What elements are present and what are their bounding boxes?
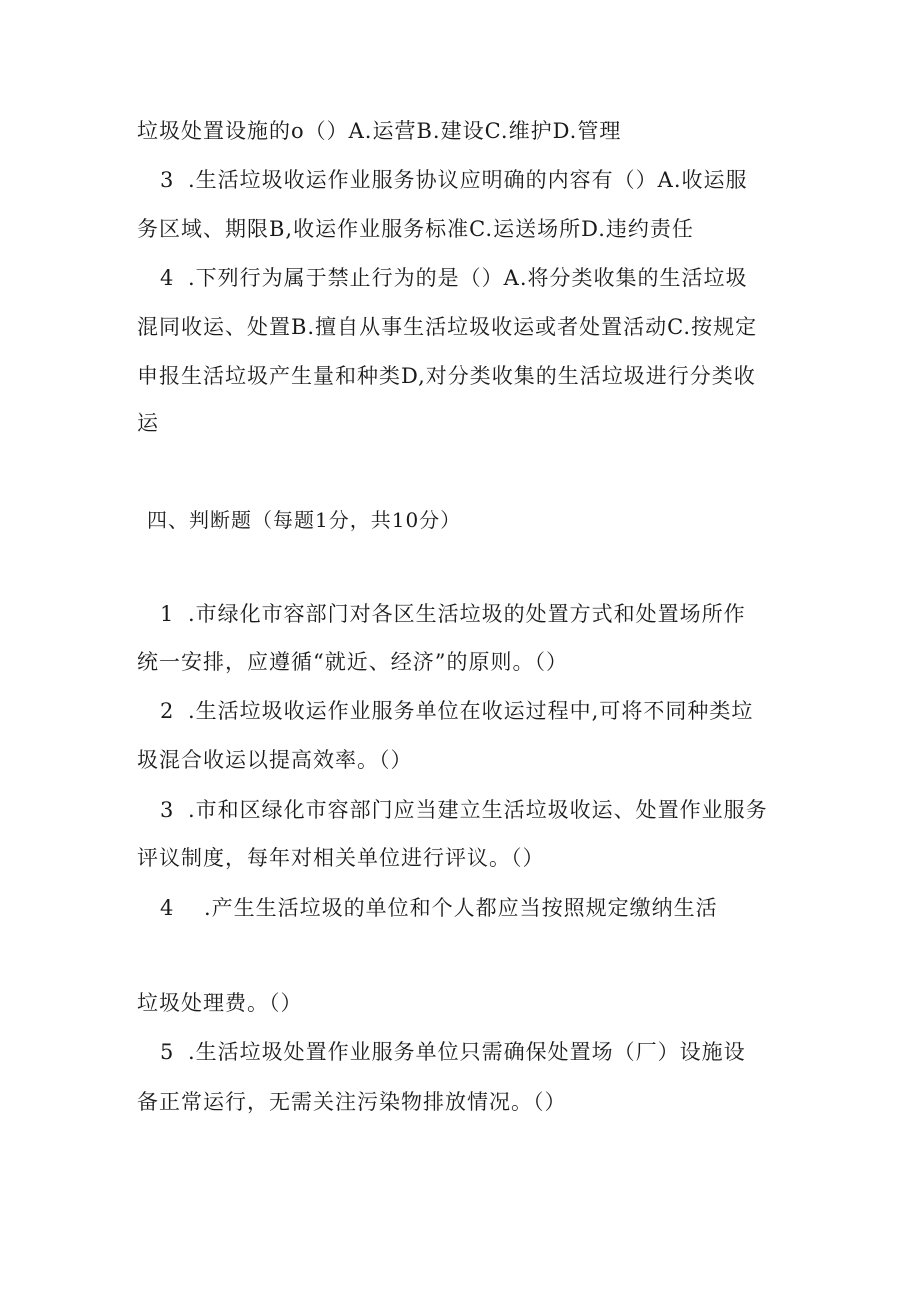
question-text: .生活垃圾收运作业服务单位在收运过程中,可将不同种类垃 xyxy=(188,699,754,723)
mc-question-3-line-1 xyxy=(160,165,748,195)
tf-question-2-line-2: 圾混合收运以提高效率。（） xyxy=(137,748,413,772)
question-text: .生活垃圾处置作业服务单位只需确保处置场（厂）设施设 xyxy=(188,1040,746,1064)
question-number: 4 xyxy=(160,896,175,920)
question-text: .下列行为属于禁止行为的是（）A.将分类收集的生活垃圾 xyxy=(188,266,748,290)
question-text: .市绿化市容部门对各区生活垃圾的处置方式和处置场所作 xyxy=(188,602,746,626)
section-heading: 四、判断题（每题1分，共10分） xyxy=(147,508,462,532)
mc-question-3-line-2: 务区域、期限B,收运作业服务标准C.运送场所D.违约责任 xyxy=(137,217,694,241)
tf-question-3-line-2: 评议制度，每年对相关单位进行评议。（） xyxy=(137,846,545,870)
question-number: 3 xyxy=(160,798,175,822)
mc-question-4-line-1 xyxy=(160,263,748,293)
mc-question-4-line-3: 申报生活垃圾产生量和种类D,对分类收集的生活垃圾进行分类收 xyxy=(137,364,756,388)
question-number: 5 xyxy=(160,1040,175,1064)
mc-question-4-line-2: 混同收运、处置B.擅自从事生活垃圾收运或者处置活动C.按规定 xyxy=(137,315,758,339)
question-number: 1 xyxy=(160,602,175,626)
question-number: 2 xyxy=(160,699,175,723)
tf-question-4-line-2: 垃圾处理费。（） xyxy=(137,991,303,1015)
mc-question-4-line-4: 运 xyxy=(137,411,159,435)
tf-question-5-line-1 xyxy=(160,1037,746,1067)
tf-question-2-line-1 xyxy=(160,696,753,726)
question-number: 3 xyxy=(160,168,175,192)
tf-question-1-line-1 xyxy=(160,599,746,629)
question-text: .市和区绿化市容部门应当建立生活垃圾收运、处置作业服务 xyxy=(188,798,768,822)
question-number: 4 xyxy=(160,266,175,290)
tf-question-1-line-2: 统一安排，应遵循“就近、经济”的原则。（） xyxy=(137,650,568,674)
question-text: .生活垃圾收运作业服务协议应明确的内容有（）A.收运服 xyxy=(188,168,748,192)
tf-question-5-line-2: 备正常运行，无需关注污染物排放情况。（） xyxy=(137,1090,567,1114)
question-text: .产生生活垃圾的单位和个人都应当按照规定缴纳生活 xyxy=(204,896,718,920)
tf-question-3-line-1 xyxy=(160,795,768,825)
tf-question-4-line-1 xyxy=(160,893,718,923)
prev-question-tail: 垃圾处置设施的o（）A.运营B.建设C.维护D.管理 xyxy=(137,119,622,143)
